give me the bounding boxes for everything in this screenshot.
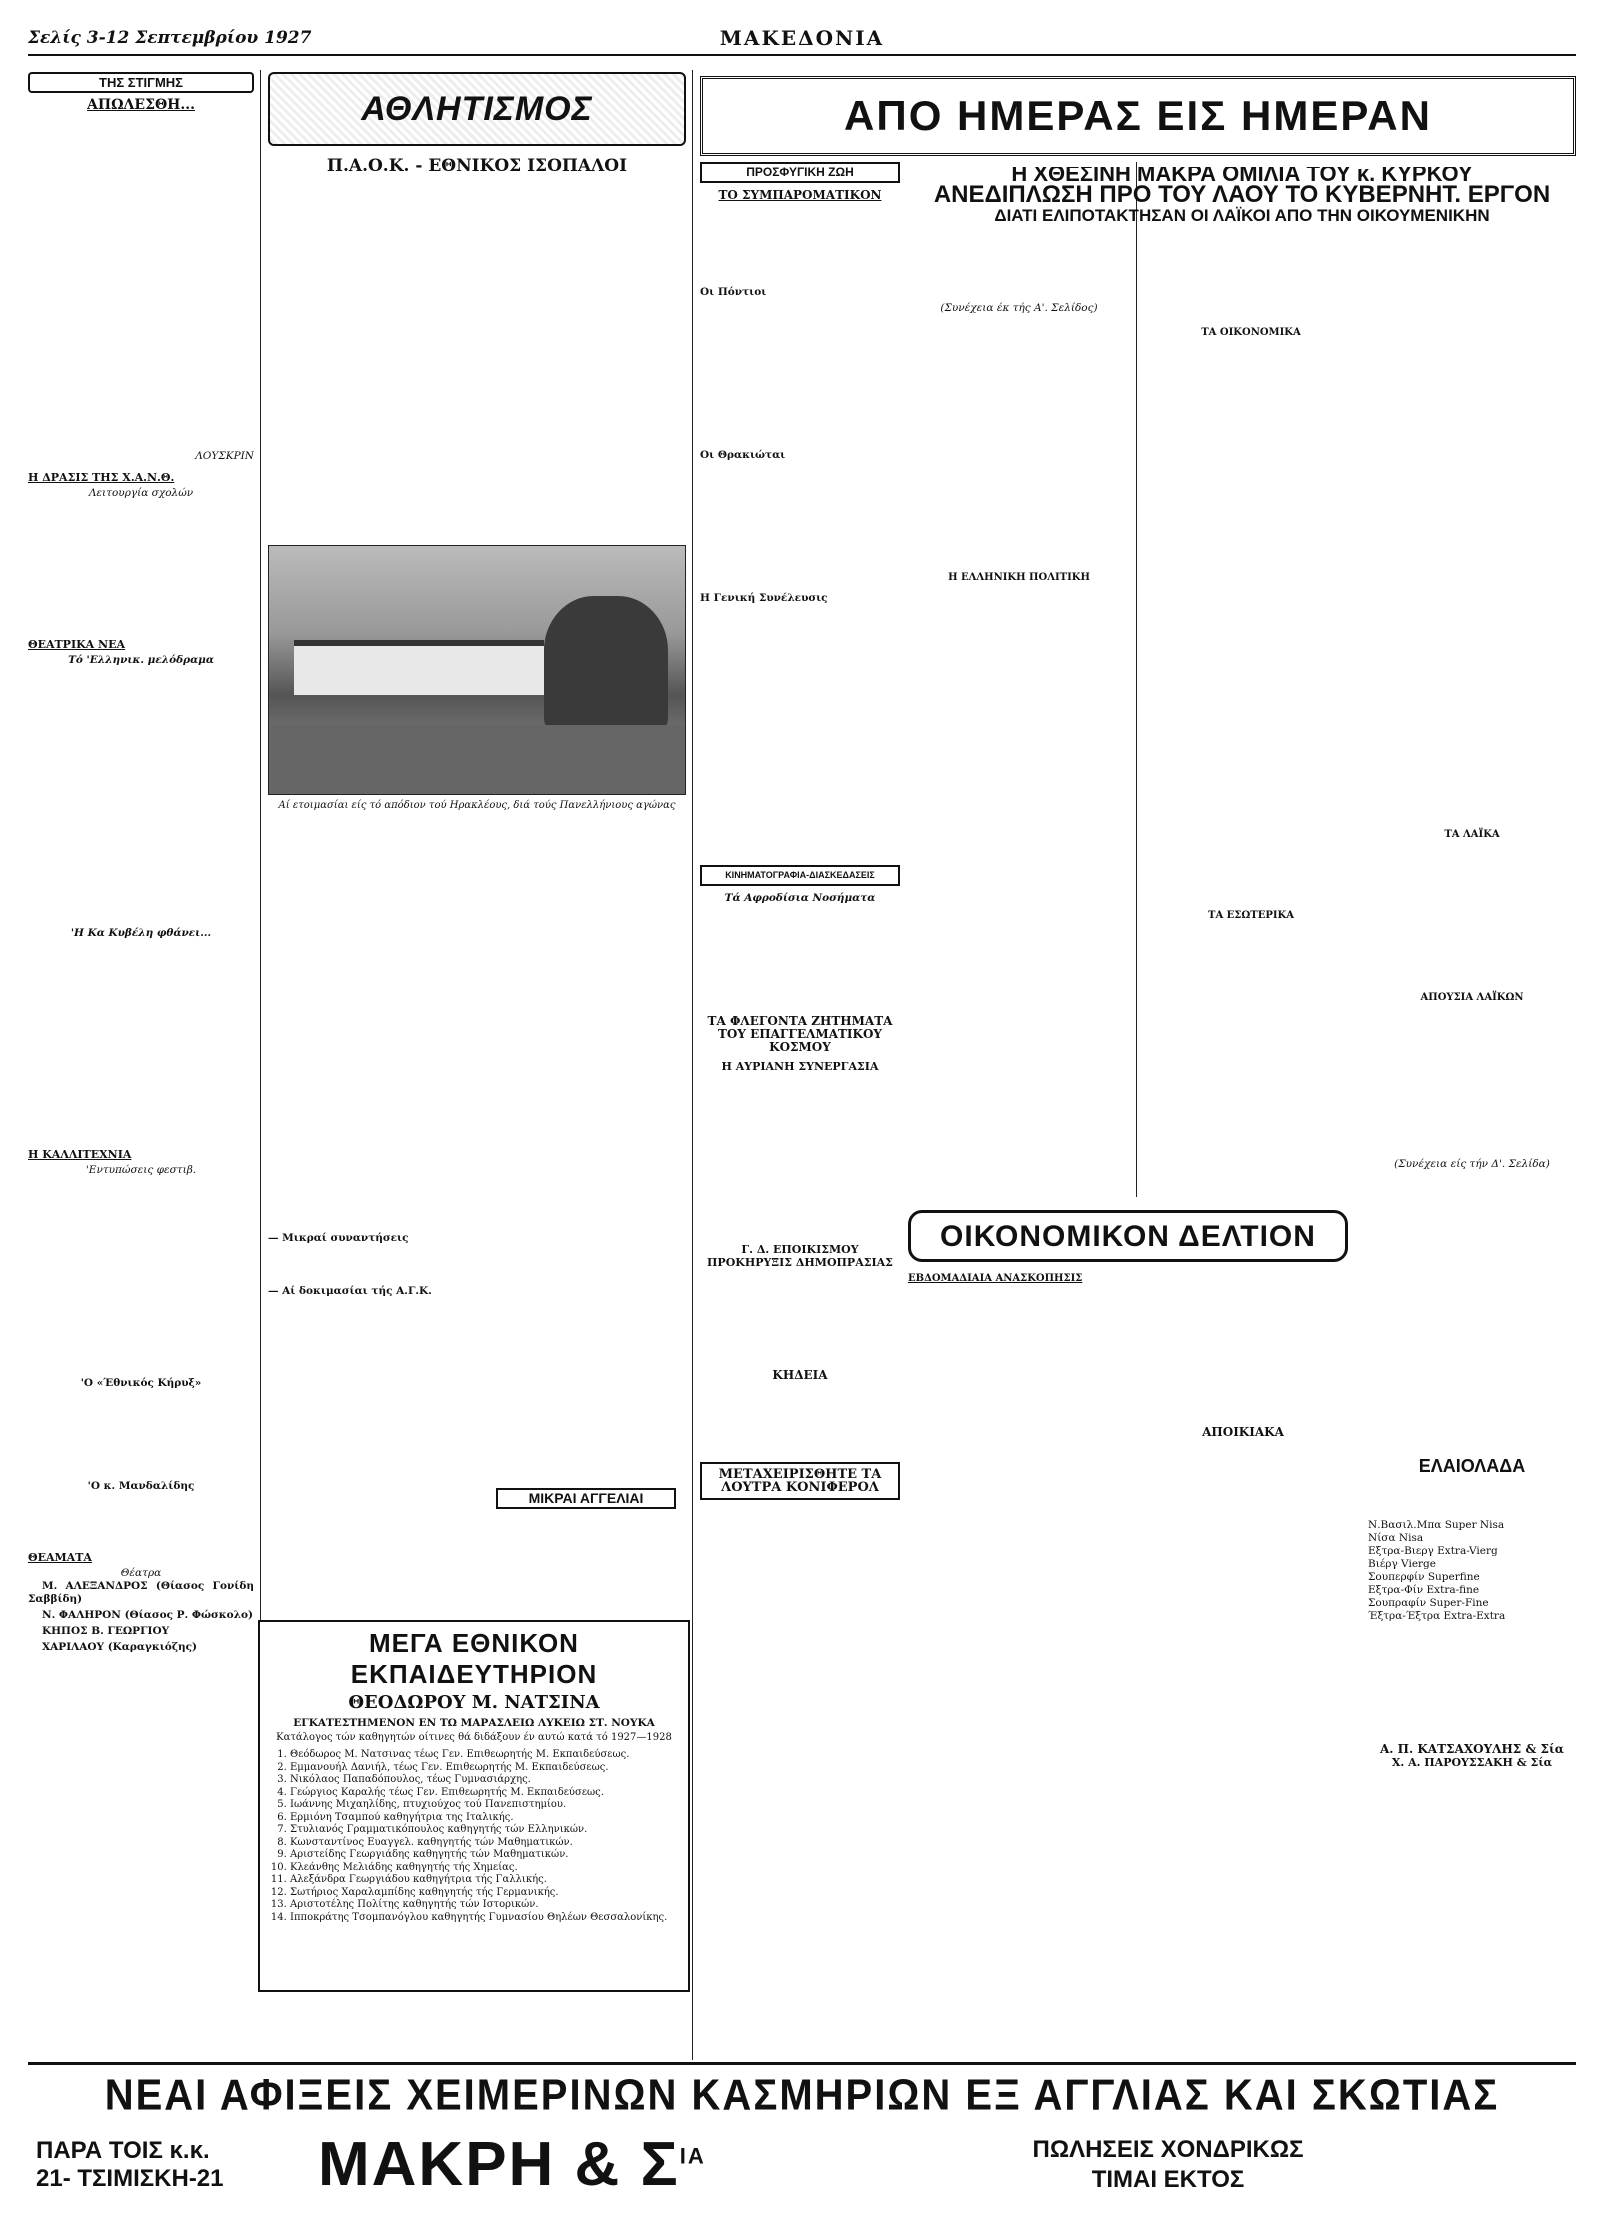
page-date: Σελίς 3-12 Σεπτεμβρίου 1927 xyxy=(28,28,312,48)
teacher-item: 11. Αλεξάνδρα Γεωργιάδου καθηγήτρια τής Γαλλικής. xyxy=(290,1874,674,1887)
teacher-item: 3. Νικόλαος Παπαδόπουλος, τέως Γυμνασιάρχης. xyxy=(290,1774,674,1787)
teacher-item: 5. Ιωάννης Μιχαηλίδης, πτυχιούχος τού Πανεπιστημίου. xyxy=(290,1799,674,1812)
article-title: ΑΠΩΛΕΣΘΗ... xyxy=(86,97,196,113)
theatre-listing: Μ. ΑΛΕΞΑΝΔΡΟΣ (Θίασος Γονίδη Σαββίδη) xyxy=(28,1580,254,1605)
article-text xyxy=(28,116,254,129)
section-title: ΑΠΟΥΣΙΑ ΛΑΪΚΩΝ xyxy=(1420,992,1524,1003)
teacher-item: 2. Εμμανουήλ Δανιήλ, τέως Γεν. Επιθεωρητής Μ. Εκπαιδεύσεως. xyxy=(290,1762,674,1775)
oil-type: Σουπραφίν Super-Fine xyxy=(1368,1597,1489,1609)
article-text-block xyxy=(28,940,254,1140)
article-text-block xyxy=(1368,845,1576,985)
subheading: — Αί δοκιμασίαι τής Α.Γ.Κ. xyxy=(268,1285,432,1297)
koniferol-ad: ΜΕΤΑΧΕΙΡΙΣΘΗΤΕ ΤΑ ΛΟΥΤΡΑ ΚΟΝΙΦΕΡΟΛ xyxy=(700,1462,900,1500)
column-5 xyxy=(1142,302,1360,1202)
subheading: 'Ο κ. Μανδαλίδης xyxy=(87,1480,195,1492)
subheading: ΚΗΔΕΙΑ xyxy=(772,1368,828,1382)
subheading: 'Η Κα Κυβέλη φθάνει... xyxy=(70,927,212,939)
economic-section xyxy=(908,1210,1576,2030)
article-text-block xyxy=(28,1390,254,1480)
article-text-block xyxy=(908,315,1130,565)
column-4 xyxy=(908,302,1130,1202)
headline-3: ΔΙΑΤΙ ΕΛΙΠΟΤΑΚΤΗΣΑΝ ΟΙ ΛΑΪΚΟΙ ΑΠΟ ΤΗΝ ΟΙΚΟΥΜΕΝΙΚΗΝ xyxy=(994,206,1490,225)
theatre-listing: ΧΑΡΙΛΑΟΥ (Καραγκιόζης) xyxy=(42,1641,198,1653)
article-headline: Π.Α.Ο.Κ. - ΕΘΝΙΚΟΣ ΙΣΟΠΑΛΟΙ xyxy=(326,156,628,176)
section-title: Η ΚΑΛΛΙΤΕΧΝΙΑ xyxy=(28,1148,132,1161)
article-text-block xyxy=(908,588,1130,1058)
subheading: Οι Θρακιώται xyxy=(700,449,786,461)
teacher-list xyxy=(290,1749,674,1924)
section-title: Η ΕΛΛΗΝΙΚΗ ΠΟΛΙΤΙΚΗ xyxy=(948,572,1090,583)
day-headlines xyxy=(908,167,1576,297)
subheading: Οι Πόντιοι xyxy=(700,286,767,298)
ad-address-block xyxy=(36,2137,224,2193)
section-title: ΘΕΑΤΡΙΚΑ ΝΕΑ xyxy=(28,638,126,651)
athletics-banner: ΑΘΛΗΤΙΣΜΟΣ xyxy=(268,72,686,146)
ad-sales-block xyxy=(948,2135,1388,2195)
signature: ΛΟΥΣΚΡΙΝ xyxy=(195,450,254,462)
theatre-listing: Ν. ΦΑΛΗΡΟΝ (Θίασος Ρ. Φώσκολο) xyxy=(42,1609,253,1621)
school-title: ΜΕΓΑ ΕΘΝΙΚΟΝ ΕΚΠΑΙΔΕΥΤΗΡΙΟΝ xyxy=(350,1628,598,1689)
oil-type: Ν.Βασιλ.Μπα Super Nisa xyxy=(1368,1519,1505,1531)
economic-col-2 xyxy=(1138,1420,1348,1443)
masthead xyxy=(28,22,1576,56)
article-text-block xyxy=(28,148,254,448)
article-text-block xyxy=(700,206,900,286)
article-text-block xyxy=(1368,1623,1576,1743)
article-text-block xyxy=(700,1386,900,1456)
article-text-block xyxy=(1368,302,1576,822)
teacher-item: 1. Θεόδωρος Μ. Νατσινας τέως Γεν. Επιθεωρητής Μ. Εκπαιδεύσεως. xyxy=(290,1749,674,1762)
teacher-item: 7. Στυλιανός Γραμματικόπουλος καθηγητής τών Ελληνικών. xyxy=(290,1824,674,1837)
ad-prices: ΤΙΜΑΙ ΕΚΤΟΣ xyxy=(1091,2166,1245,2193)
section-header: ΠΡΟΣΦΥΓΙΚΗ ΖΩΗ xyxy=(700,162,900,183)
article-text-block xyxy=(28,500,254,630)
article-text-block xyxy=(700,462,900,592)
section-title: ΤΑ ΕΣΩΤΕΡΙΚΑ xyxy=(1208,910,1294,921)
stadium-photo xyxy=(268,545,686,795)
subheading: 'Ο «Έθνικός Κήρυξ» xyxy=(80,1377,202,1389)
school-location: ΕΓΚΑΤΕΣΤΗΜΕΝΟΝ ΕΝ ΤΩ ΜΑΡΑΣΛΕΙΩ ΛΥΚΕΙΩ ΣΤ. ΝΟΥΚΑ xyxy=(293,1717,655,1729)
subheading: Λειτουργία σχολών xyxy=(88,487,194,499)
article-text-block xyxy=(1142,343,1360,903)
oil-type: Εξτρα-Βιεργ Extra-Vierg xyxy=(1368,1545,1498,1557)
section-header: ΤΗΣ ΣΤΙΓΜΗΣ xyxy=(28,72,254,93)
olive-oil-heading: ΕΛΑΙΟΛΑΔΑ xyxy=(1418,1456,1526,1476)
article-text-block xyxy=(700,909,900,1009)
photo-ground xyxy=(269,725,685,794)
teacher-item: 13. Αριστοτέλης Πολίτης καθηγητής τών Ιστορικών. xyxy=(290,1899,674,1912)
subheading: ΕΒΔΟΜΑΔΙΑΙΑ ΑΝΑΣΚΟΠΗΣΙΣ xyxy=(908,1273,1083,1284)
article-text-block xyxy=(268,1245,686,1285)
subheading: — Μικραί συναντήσεις xyxy=(268,1232,409,1244)
oil-type: Έξτρα-Έξτρα Extra-Extra xyxy=(1368,1610,1506,1622)
ad-logo-sup: ΙΑ xyxy=(679,2143,706,2169)
photo-building xyxy=(294,640,544,695)
subheading: Θέατρα xyxy=(120,1567,162,1579)
article-text-block xyxy=(28,667,254,927)
subheading: Η Γενική Συνέλευσις xyxy=(700,592,828,604)
subheading: ΤΟ ΣΥΜΠΑΡΟΜΑΤΙΚΟΝ xyxy=(718,188,882,202)
bottom-advertisement xyxy=(28,2062,1576,2202)
company-name: Α. Π. ΚΑΤΣΑΧΟΥΛΗΣ & Σία xyxy=(1380,1742,1564,1756)
article-text xyxy=(28,132,254,145)
ad-para: ΠΑΡΑ ΤΟΙΣ κ.κ. xyxy=(36,2137,210,2164)
oil-type: Νίσα Nisa xyxy=(1368,1532,1424,1544)
teacher-item: 14. Ιπποκράτης Τσομπανόγλου καθηγητής Γυμνασίου Θηλέων Θεσσαλονίκης. xyxy=(290,1912,674,1925)
newspaper-page xyxy=(28,22,1576,2202)
subheading: Τό 'Ελληνικ. μελόδραμα xyxy=(68,654,214,666)
economic-banner: ΟΙΚΟΝΟΜΙΚΟΝ ΔΕΛΤΙΟΝ xyxy=(908,1210,1348,1262)
section-title: ΤΑ ΟΙΚΟΝΟΜΙΚΑ xyxy=(1201,327,1301,338)
continuation-note: (Συνέχεια έκ τής Α'. Σελίδος) xyxy=(940,302,1098,314)
theatre-listing: ΚΗΠΟΣ Β. ΓΕΩΡΓΙΟΥ xyxy=(42,1625,170,1637)
continuation-note: (Συνέχεια είς τήν Δ'. Σελίδα) xyxy=(1394,1158,1550,1170)
teacher-item: 9. Αριστείδης Γεωργιάδης καθηγητής τών Μαθηματικών. xyxy=(290,1849,674,1862)
teacher-item: 10. Κλεάνθης Μελιάδης καθηγητής τής Χημείας. xyxy=(290,1862,674,1875)
section-header: ΚΙΝΗΜΑΤΟΓΡΑΦΙΑ-ΔΙΑΣΚΕΔΑΣΕΙΣ xyxy=(700,865,900,886)
teacher-item: 12. Σωτήριος Χαραλαμπίδης καθηγητής τής Γερμανικής. xyxy=(290,1887,674,1900)
headline-2: ΑΝΕΔΙΠΛΩΣΗ ΠΡΟ ΤΟΥ ΛΑΟΥ ΤΟ ΚΥΒΕΡΝΗΤ. ΕΡΓΟΝ xyxy=(933,181,1551,208)
section-title: Η ΔΡΑΣΙΣ ΤΗΣ Χ.Α.Ν.Θ. xyxy=(28,471,175,484)
school-director: ΘΕΟΔΩΡΟΥ Μ. ΝΑΤΣΙΝΑ xyxy=(348,1692,600,1713)
photo-trees xyxy=(544,596,669,732)
column-3 xyxy=(700,162,900,2002)
article-text-block xyxy=(700,1273,900,1363)
column-rule xyxy=(1136,162,1137,1197)
ad-logo xyxy=(318,2129,706,2200)
newspaper-title: ΜΑΚΕΔΟΝΙΑ xyxy=(719,26,885,50)
economic-col-3 xyxy=(1368,1210,1576,1769)
subheading: Γ. Δ. ΕΠΟΙΚΙΣΜΟΥ ΠΡΟΚΗΡΥΞΙΣ ΔΗΜΟΠΡΑΣΙΑΣ xyxy=(707,1243,893,1269)
subheading: Τά Αφροδίσια Νοσήματα xyxy=(724,892,876,904)
column-rule xyxy=(260,70,261,1620)
subheading: 'Εντυπώσεις φεστιβ. xyxy=(85,1164,197,1176)
section-title: ΤΑ ΛΑΪΚΑ xyxy=(1444,829,1500,840)
teacher-item: 6. Ερμιόνη Τσαμπού καθηγήτρια της Ιταλικής. xyxy=(290,1812,674,1825)
subheading: ΑΠΟΙΚΙΑΚΑ xyxy=(1202,1425,1284,1439)
column-rule xyxy=(692,70,693,2060)
column-1 xyxy=(28,72,254,2057)
oil-type: Σουπερφίν Superfine xyxy=(1368,1571,1480,1583)
article-text-block xyxy=(28,1493,254,1543)
school-advertisement xyxy=(258,1620,690,1992)
agent-name: Χ. Α. ΠΑΡΟΥΣΣΑΚΗ & Σία xyxy=(1391,1756,1553,1769)
subheading: ΤΑ ΦΛΕΓΟΝΤΑ ΖΗΤΗΜΑΤΑ ΤΟΥ ΕΠΑΓΓΕΛΜΑΤΙΚΟΥ ΚΟΣΜΟΥ xyxy=(707,1014,893,1054)
article-text-block xyxy=(700,299,900,449)
school-subtitle: Κατάλογος τών καθηγητών οίτινες θά διδάξουν έν αυτώ κατά τό 1927—1928 xyxy=(276,1732,672,1743)
teacher-item: 8. Κωνσταντίνος Ευαγγελ. καθηγητής τών Μαθηματικών. xyxy=(290,1837,674,1850)
oil-type: Βιέργ Vierge xyxy=(1368,1558,1436,1570)
section-title: ΘΕΑΜΑΤΑ xyxy=(28,1551,92,1564)
article-text-block xyxy=(700,605,900,865)
article-text-block xyxy=(1368,1008,1576,1158)
economic-col-1 xyxy=(908,1272,1123,1285)
athletics-section xyxy=(268,72,686,1612)
headline-1: Η ΧΘΕΣΙΝΗ ΜΑΚΡΑ ΟΜΙΛΙΑ ΤΟΥ κ. ΚΥΡΚΟΥ xyxy=(1011,167,1473,186)
teacher-item: 4. Γεώργιος Καραλής τέως Γεν. Επιθεωρητής Μ. Εκπαιδεύσεως. xyxy=(290,1787,674,1800)
article-text-block xyxy=(268,812,686,1232)
article-text-block xyxy=(1368,1479,1576,1519)
article-text-block xyxy=(28,1177,254,1377)
article-text-block xyxy=(1368,1210,1576,1460)
subheading: Η ΑΥΡΙΑΝΗ ΣΥΝΕΡΓΑΣΙΑ xyxy=(721,1060,879,1073)
article-text-block xyxy=(700,1077,900,1237)
photo-caption: Αί ετοιμασίαι είς τό απόδιον τού Ηρακλέους, διά τούς Πανελλήνιους αγώνας xyxy=(278,800,676,811)
ad-logo-text: ΜΑΚΡΗ & Σ xyxy=(318,2130,680,2199)
day-to-day-banner: ΑΠΟ ΗΜΕΡΑΣ ΕΙΣ ΗΜΕΡΑΝ xyxy=(700,76,1576,156)
ad-headline: ΝΕΑΙ ΑΦΙΞΕΙΣ ΧΕΙΜΕΡΙΝΩΝ ΚΑΣΜΗΡΙΩΝ ΕΞ ΑΓΓΛΙΑΣ ΚΑΙ ΣΚΩΤΙΑΣ xyxy=(104,2070,1500,2120)
oil-type: Εξτρα-Φίν Extra-fine xyxy=(1368,1584,1480,1596)
ad-address: 21- ΤΣΙΜΙΣΚΗ-21 xyxy=(36,2165,224,2192)
article-text-block xyxy=(268,177,686,537)
ad-wholesale: ΠΩΛΗΣΕΙΣ ΧΟΝΔΡΙΚΩΣ xyxy=(1032,2136,1304,2163)
classifieds-header: ΜΙΚΡΑΙ ΑΓΓΕΛΙΑΙ xyxy=(496,1488,676,1509)
column-6 xyxy=(1368,302,1576,1202)
